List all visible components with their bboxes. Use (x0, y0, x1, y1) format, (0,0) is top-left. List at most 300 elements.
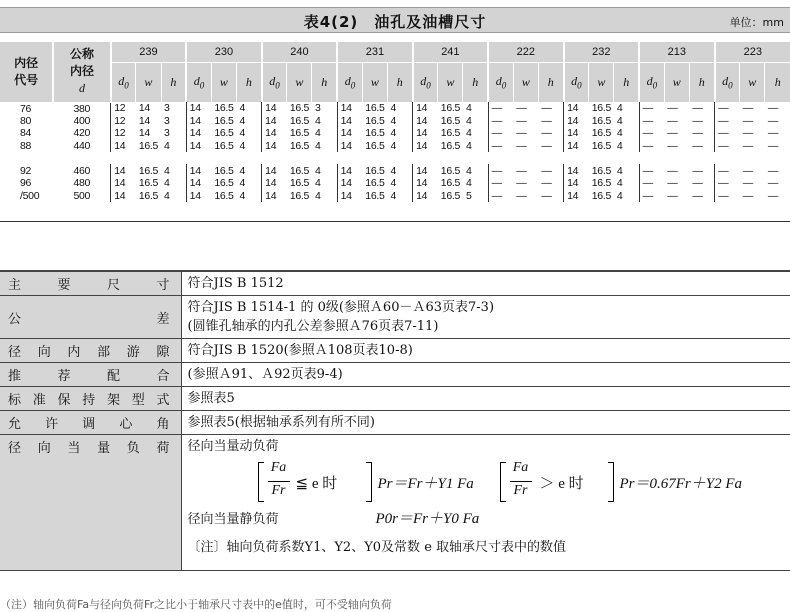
value-cell: — (667, 140, 678, 153)
footer-note: （注）轴向负荷Fa与径向负荷Fr之比小于轴承尺寸表中的e值时，可不受轴向负荷 (0, 598, 392, 611)
table-row (0, 177, 790, 190)
value-cell: — (667, 114, 678, 127)
value-cell: 16.5 (214, 164, 234, 177)
symbol-header: $d_0$ (413, 62, 438, 102)
value-cell: 14 (186, 127, 211, 140)
value-cell: 4 (314, 189, 321, 202)
value-cell: — (692, 140, 703, 153)
value-cell: — (488, 127, 513, 140)
value-cell: — (541, 140, 552, 153)
value-cell: 16.5 (440, 164, 461, 177)
spec-row (0, 435, 790, 571)
value-cell: 16.5 (289, 102, 310, 115)
row-gap (0, 152, 790, 164)
bore-code-cell: 80 (20, 114, 32, 127)
spec-value (181, 296, 790, 339)
value-cell: 14 (564, 177, 589, 190)
value-cell: 3 (314, 102, 321, 115)
value-cell: 4 (465, 177, 472, 190)
value-cell: 16.5 (591, 127, 611, 140)
value-cell: 14 (413, 164, 438, 177)
spec-value (181, 411, 790, 435)
spec-value (181, 271, 790, 296)
bore-code-cell: 88 (20, 140, 32, 153)
value-cell: — (767, 177, 779, 190)
symbol-header: w (362, 62, 387, 102)
value-cell: 4 (239, 114, 246, 127)
value-cell: — (516, 189, 527, 202)
value-cell: 16.5 (214, 177, 234, 190)
value-cell: — (715, 177, 740, 190)
value-cell: 14 (111, 190, 136, 203)
spec-label: 推荐配合 (0, 363, 181, 387)
value-cell: 4 (616, 177, 623, 190)
spec-row (0, 339, 790, 363)
spec-label: 标准保持架型式 (0, 387, 181, 411)
value-cell: 16.5 (365, 114, 385, 127)
static-load-equation: P0r＝Fr＋Y0 Fa (375, 511, 480, 527)
value-cell: 4 (616, 164, 623, 177)
bore-code-cell: 92 (20, 164, 32, 177)
series-header: 223 (715, 42, 790, 62)
value-cell: 5 (465, 189, 472, 202)
value-cell: 12 (111, 127, 136, 140)
value-cell: — (715, 140, 740, 153)
value-cell: — (639, 177, 664, 190)
fraction-fa-1: Fa (270, 460, 287, 475)
spec-line: (参照Ａ91、Ａ92页表9-4) (187, 367, 343, 382)
table-row (0, 127, 790, 140)
symbol-header: $d_0$ (639, 62, 664, 102)
value-cell: 16.5 (365, 164, 385, 177)
value-cell: 14 (564, 127, 589, 140)
symbol-header: w (589, 62, 614, 102)
value-cell: 4 (239, 140, 246, 153)
value-cell: 4 (465, 114, 472, 127)
value-cell: — (715, 164, 740, 177)
bracket-left-1 (258, 462, 264, 502)
value-cell: 14 (337, 164, 362, 177)
value-cell: 14 (262, 164, 287, 177)
value-cell: 16.5 (365, 177, 385, 190)
value-cell: 16.5 (214, 140, 234, 153)
value-cell: — (715, 102, 740, 115)
symbol-header: w (740, 62, 765, 102)
value-cell: 16.5 (214, 189, 234, 202)
value-cell: 4 (390, 127, 396, 140)
value-cell: — (541, 127, 552, 140)
condition-2: ＞ e 时 (539, 476, 584, 492)
value-cell: 3 (164, 102, 170, 115)
value-cell: — (742, 189, 753, 202)
value-cell: — (767, 102, 779, 115)
bracket-left-2 (500, 462, 506, 502)
series-header: 222 (488, 42, 563, 62)
symbol-header: w (513, 62, 538, 102)
value-cell: — (516, 127, 527, 140)
symbol-header: $d_0$ (337, 62, 362, 102)
value-cell: — (488, 140, 513, 153)
fraction-fr-2: Fr (513, 483, 528, 498)
value-cell: — (488, 177, 513, 190)
symbol-header: h (765, 62, 790, 102)
value-cell: — (742, 177, 753, 190)
symbol-header: h (312, 62, 337, 102)
series-header-row (0, 42, 790, 62)
value-cell: 16.5 (289, 189, 310, 202)
symbol-header: h (689, 62, 714, 102)
value-cell: 16.5 (365, 127, 385, 140)
value-cell: 14 (413, 140, 438, 153)
value-cell: — (516, 114, 527, 127)
fraction-fr-1: Fr (271, 483, 286, 498)
value-cell: 14 (186, 140, 211, 153)
header-nominal-bore: 公称 内径 d (53, 42, 110, 102)
value-cell: — (767, 114, 779, 127)
value-cell: — (488, 102, 513, 115)
value-cell: — (692, 102, 703, 115)
value-cell: 14 (262, 127, 287, 140)
value-cell: 14 (138, 114, 150, 127)
symbol-header: $d_0$ (111, 62, 136, 102)
value-cell: 12 (111, 102, 136, 115)
symbol-header: $d_0$ (186, 62, 211, 102)
spec-line: 符合JIS B 1514-1 的 0级(参照Ａ60－Ａ63页表7-3) (187, 300, 495, 315)
series-header: 241 (413, 42, 488, 62)
value-cell: — (639, 190, 664, 203)
symbol-header: w (287, 62, 312, 102)
spec-line: 参照表5 (187, 391, 235, 406)
value-cell: 16.5 (138, 189, 159, 202)
series-header: 231 (337, 42, 412, 62)
series-header: 240 (262, 42, 337, 62)
value-cell: — (541, 102, 552, 115)
value-cell: 16.5 (440, 114, 461, 127)
value-cell: 14 (337, 127, 362, 140)
value-cell: — (667, 102, 678, 115)
formula-area (188, 456, 785, 568)
symbol-header: h (161, 62, 186, 102)
spec-label: 公差 (0, 296, 181, 339)
value-cell: 14 (413, 177, 438, 190)
bracket-right-2 (608, 462, 614, 502)
value-cell: 4 (616, 114, 623, 127)
spec-line: 符合JIS B 1512 (187, 276, 284, 291)
value-cell: 16.5 (440, 127, 461, 140)
value-cell: 4 (164, 164, 170, 177)
value-cell: 4 (314, 164, 321, 177)
value-cell: — (541, 164, 552, 177)
value-cell: 16.5 (289, 177, 310, 190)
value-cell: — (541, 114, 552, 127)
table-row (0, 164, 790, 177)
spec-label: 径向内部游隙 (0, 339, 181, 363)
series-header: 213 (639, 42, 714, 62)
symbol-header-row (0, 62, 790, 102)
spec-row (0, 296, 790, 339)
value-cell: 14 (337, 177, 362, 190)
series-header: 239 (111, 42, 186, 62)
value-cell: — (742, 164, 753, 177)
table-row (0, 190, 790, 203)
table-row (0, 115, 790, 128)
value-cell: 16.5 (365, 189, 385, 202)
value-cell: 14 (186, 164, 211, 177)
fraction-fa-2: Fa (512, 460, 529, 475)
value-cell: 16.5 (289, 114, 310, 127)
value-cell: — (742, 140, 753, 153)
spec-line: (圆锥孔轴承的内孔公差参照Ａ76页表7-11) (187, 319, 439, 334)
value-cell: 14 (413, 127, 438, 140)
value-cell: — (742, 114, 753, 127)
value-cell: — (488, 190, 513, 203)
value-cell: — (767, 140, 779, 153)
value-cell: 14 (111, 140, 136, 153)
table-row (0, 102, 790, 115)
bore-code-cell: 84 (20, 127, 32, 140)
value-cell: — (541, 189, 552, 202)
value-cell: 16.5 (214, 114, 234, 127)
value-cell: — (667, 177, 678, 190)
value-cell: 14 (564, 102, 589, 115)
equation-1: Pr＝Fr＋Y1 Fa (377, 476, 474, 492)
value-cell: 4 (314, 177, 321, 190)
symbol-header: $d_0$ (564, 62, 589, 102)
value-cell: 14 (337, 140, 362, 153)
spec-table (0, 270, 790, 571)
spec-label: 允许调心角 (0, 411, 181, 435)
value-cell: 14 (186, 177, 211, 190)
value-cell: — (639, 164, 664, 177)
series-header: 230 (186, 42, 261, 62)
value-cell: 4 (616, 102, 623, 115)
symbol-header: w (211, 62, 236, 102)
symbol-header: w (664, 62, 689, 102)
spec-label: 主要尺寸 (0, 271, 181, 296)
value-cell: 14 (262, 115, 287, 128)
coefficient-note: 〔注〕轴向负荷系数Y1、Y2、Y0及常数 e 取轴承尺寸表中的数值 (187, 540, 567, 555)
value-cell: 14 (262, 140, 287, 153)
nominal-bore-cell: 420 (73, 127, 91, 140)
value-cell: — (488, 164, 513, 177)
oil-hole-table (0, 42, 790, 202)
value-cell: 4 (390, 140, 396, 153)
spec-row (0, 411, 790, 435)
symbol-header: $d_0$ (262, 62, 287, 102)
value-cell: 16.5 (591, 164, 611, 177)
value-cell: 12 (111, 115, 136, 128)
nominal-bore-cell: 440 (73, 140, 91, 153)
fraction-bar-1 (268, 481, 290, 482)
value-cell: — (715, 127, 740, 140)
value-cell: 4 (239, 102, 246, 115)
series-header: 232 (564, 42, 639, 62)
value-cell: 16.5 (591, 177, 611, 190)
symbol-header: h (387, 62, 412, 102)
value-cell: 14 (337, 102, 362, 115)
symbol-header: $d_0$ (488, 62, 513, 102)
unit-label: 单位：mm (729, 16, 784, 29)
bracket-right-1 (366, 462, 372, 502)
value-cell: 4 (465, 127, 472, 140)
value-cell: 4 (390, 189, 396, 202)
nominal-bore-cell: 480 (73, 177, 91, 190)
value-cell: — (692, 114, 703, 127)
value-cell: 3 (164, 127, 170, 140)
value-cell: 16.5 (289, 127, 310, 140)
value-cell: 16.5 (289, 164, 310, 177)
bore-code-cell: 76 (20, 102, 32, 115)
value-cell: 4 (239, 127, 246, 140)
value-cell: 4 (314, 114, 321, 127)
spec-value (181, 435, 790, 571)
symbol-header: h (236, 62, 261, 102)
value-cell: 4 (465, 164, 472, 177)
nominal-bore-cell: 400 (73, 114, 91, 127)
value-cell: 16.5 (440, 177, 461, 190)
value-cell: — (516, 177, 527, 190)
value-cell: 16.5 (591, 189, 611, 202)
value-cell: — (767, 127, 779, 140)
value-cell: 14 (111, 164, 136, 177)
value-cell: — (715, 115, 740, 128)
symbol-header: w (438, 62, 463, 102)
value-cell: 4 (616, 140, 623, 153)
value-cell: 16.5 (214, 127, 234, 140)
symbol-header: $d_0$ (715, 62, 740, 102)
value-cell: 4 (465, 140, 472, 153)
value-cell: 4 (390, 114, 396, 127)
spec-line: 参照表5(根据轴承系列有所不同) (187, 415, 375, 430)
value-cell: 16.5 (365, 140, 385, 153)
value-cell: 4 (164, 140, 170, 153)
value-cell: 4 (314, 127, 321, 140)
value-cell: 16.5 (440, 102, 461, 115)
value-cell: 16.5 (591, 140, 611, 153)
symbol-header: h (614, 62, 639, 102)
value-cell: 4 (616, 189, 623, 202)
spec-value (181, 363, 790, 387)
spec-row (0, 387, 790, 411)
spec-row (0, 363, 790, 387)
table-title: 表4(2) 油孔及油槽尺寸 (303, 13, 487, 31)
value-cell: 16.5 (591, 102, 611, 115)
spec-line: 径向当量动负荷 (187, 439, 279, 454)
value-cell: 4 (390, 164, 396, 177)
table-row (0, 140, 790, 153)
value-cell: 14 (138, 102, 150, 115)
value-cell: 14 (111, 177, 136, 190)
value-cell: 4 (390, 177, 396, 190)
static-load-label: 径向当量静负荷 (187, 512, 279, 527)
value-cell: — (692, 127, 703, 140)
value-cell: 4 (239, 189, 246, 202)
value-cell: 14 (564, 140, 589, 153)
value-cell: — (516, 102, 527, 115)
value-cell: 14 (413, 102, 438, 115)
value-cell: 4 (164, 189, 170, 202)
value-cell: 14 (413, 190, 438, 203)
value-cell: 16.5 (138, 140, 159, 153)
value-cell: 4 (239, 177, 246, 190)
value-cell: 4 (164, 177, 170, 190)
nominal-bore-cell: 500 (73, 189, 91, 202)
value-cell: 16.5 (591, 114, 611, 127)
value-cell: — (639, 115, 664, 128)
value-cell: 14 (337, 115, 362, 128)
header-bore-code: 内径 代号 (0, 42, 53, 102)
value-cell: 16.5 (138, 177, 159, 190)
symbol-header: w (136, 62, 161, 102)
value-cell: 4 (239, 164, 246, 177)
value-cell: 4 (465, 102, 472, 115)
value-cell: 4 (616, 127, 623, 140)
bore-code-cell: /500 (20, 189, 40, 202)
value-cell: — (516, 164, 527, 177)
symbol-header: h (463, 62, 488, 102)
value-cell: — (639, 140, 664, 153)
spec-line: 符合JIS B 1520(参照Ａ108页表10-8) (187, 343, 413, 358)
value-cell: 16.5 (138, 164, 159, 177)
title-bar (0, 7, 790, 33)
nominal-bore-cell: 460 (73, 164, 91, 177)
value-cell: 14 (564, 190, 589, 203)
value-cell: 14 (262, 177, 287, 190)
equation-2: Pr＝0.67Fr＋Y2 Fa (619, 476, 743, 492)
value-cell: — (715, 190, 740, 203)
value-cell: — (742, 102, 753, 115)
fraction-bar-2 (510, 481, 532, 482)
spec-label: 径向当量负荷 (0, 435, 181, 571)
value-cell: 14 (186, 102, 211, 115)
value-cell: 14 (262, 102, 287, 115)
value-cell: — (767, 164, 779, 177)
value-cell: 16.5 (365, 102, 385, 115)
symbol-header: h (538, 62, 563, 102)
value-cell: — (639, 127, 664, 140)
bore-code-cell: 96 (20, 177, 32, 190)
value-cell: 16.5 (440, 140, 461, 153)
value-cell: 3 (164, 114, 170, 127)
value-cell: — (639, 102, 664, 115)
nominal-bore-cell: 380 (73, 102, 91, 115)
spec-value (181, 387, 790, 411)
value-cell: 14 (564, 164, 589, 177)
value-cell: 14 (186, 115, 211, 128)
value-cell: — (692, 177, 703, 190)
value-cell: — (667, 189, 678, 202)
value-cell: — (541, 177, 552, 190)
condition-1: ≦ e 时 (295, 476, 338, 492)
value-cell: 14 (186, 190, 211, 203)
value-cell: 16.5 (440, 189, 461, 202)
value-cell: — (767, 189, 779, 202)
spec-row (0, 271, 790, 296)
value-cell: — (667, 164, 678, 177)
value-cell: 4 (390, 102, 396, 115)
value-cell: 16.5 (289, 140, 310, 153)
value-cell: — (488, 115, 513, 128)
value-cell: 4 (314, 140, 321, 153)
table-bottom-rule (0, 221, 790, 222)
value-cell: — (667, 127, 678, 140)
spec-value (181, 339, 790, 363)
value-cell: — (692, 189, 703, 202)
value-cell: 14 (564, 115, 589, 128)
value-cell: 14 (138, 127, 150, 140)
value-cell: 14 (413, 115, 438, 128)
value-cell: 14 (337, 190, 362, 203)
